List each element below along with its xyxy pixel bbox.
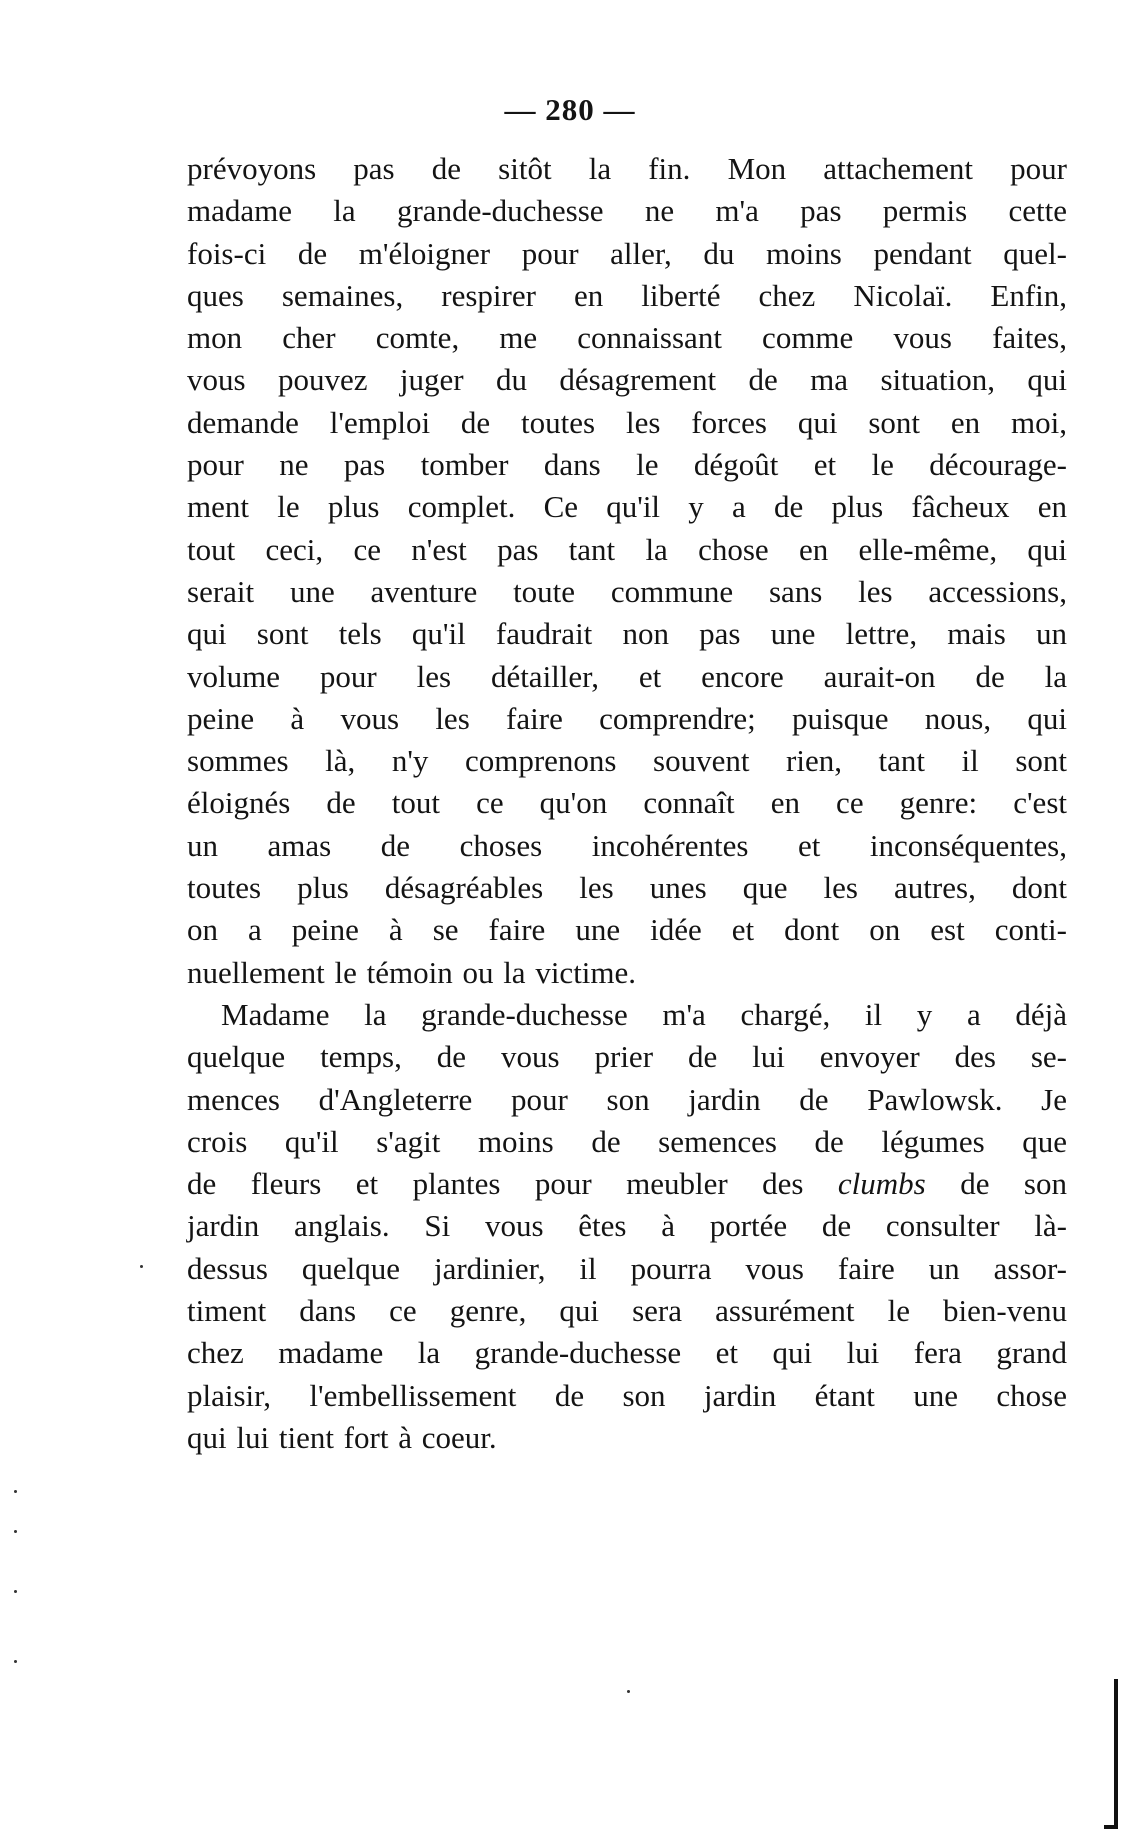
scan-speck: [14, 1590, 17, 1593]
text-line: Madame la grande-duchesse m'a chargé, il y a déjà: [221, 996, 1067, 1032]
scan-speck: [14, 1530, 17, 1533]
text-line: volume pour les détailler, et encore aurait-on de la: [187, 658, 1067, 694]
text-line: quelque temps, de vous prier de lui envoyer des se-: [187, 1039, 1067, 1075]
text-line: nuellement le témoin ou la victime.: [187, 954, 637, 990]
text-line: serait une aventure toute commune sans les accessions,: [187, 573, 1067, 609]
text-line: demande l'emploi de toutes les forces qui sont en moi,: [187, 404, 1067, 440]
scan-speck: [14, 1490, 17, 1493]
text-line: timent dans ce genre, qui sera assurément le bien-venu: [187, 1293, 1067, 1329]
text-line: prévoyons pas de sitôt la fin. Mon attachement pour: [187, 151, 1067, 186]
text-line: chez madame la grande-duchesse et qui lui fera grand: [187, 1335, 1067, 1371]
text-line: ques semaines, respirer en liberté chez Nicolaï. Enfin,: [187, 277, 1067, 313]
text-line: mences d'Angleterre pour son jardin de Pawlowsk. Je: [187, 1081, 1067, 1117]
text-segment: de son: [925, 1166, 1067, 1202]
page-edge-mark: [1114, 1679, 1118, 1829]
text-segment: de fleurs et plantes pour meubler des: [187, 1166, 838, 1202]
text-line: qui lui tient fort à coeur.: [187, 1419, 497, 1455]
text-line: éloignés de tout ce qu'on connaît en ce genre: c'est: [187, 785, 1067, 821]
text-line: crois qu'il s'agit moins de semences de légumes que: [187, 1123, 1067, 1159]
text-line: on a peine à se faire une idée et dont on est conti-: [187, 912, 1067, 948]
page-number: — 280 —: [504, 92, 636, 127]
text-line: madame la grande-duchesse ne m'a pas permis cette: [187, 193, 1067, 229]
text-line: mon cher comte, me connaissant comme vous faites,: [187, 320, 1067, 356]
text-line: dessus quelque jardinier, il pourra vous faire un assor-: [187, 1250, 1067, 1286]
text-line: jardin anglais. Si vous êtes à portée de consulter là-: [187, 1208, 1067, 1244]
text-line: sommes là, n'y comprenons souvent rien, tant il sont: [187, 743, 1067, 779]
text-line: tout ceci, ce n'est pas tant la chose en elle-même, qui: [187, 531, 1067, 567]
scan-speck: [14, 1660, 17, 1663]
text-line: qui sont tels qu'il faudrait non pas une lettre, mais un: [187, 616, 1067, 652]
text-line: ment le plus complet. Ce qu'il y a de plus fâcheux en: [187, 489, 1067, 525]
text-line: toutes plus désagréables les unes que les autres, dont: [187, 870, 1067, 906]
italic-term: clumbs: [837, 1166, 926, 1202]
scan-speck: [140, 1265, 143, 1268]
text-line: plaisir, l'embellissement de son jardin étant une chose: [187, 1377, 1067, 1413]
page-edge-mark: [1104, 1825, 1118, 1829]
text-line-with-italic: [187, 1163, 1067, 1205]
text-line: fois-ci de m'éloigner pour aller, du moins pendant quel-: [187, 235, 1067, 271]
text-line: vous pouvez juger du désagrement de ma situation, qui: [187, 362, 1067, 398]
scan-speck: [627, 1690, 630, 1693]
text-line: un amas de choses incohérentes et inconséquentes,: [187, 827, 1067, 863]
text-line: peine à vous les faire comprendre; puisque nous, qui: [187, 700, 1067, 736]
text-line: pour ne pas tomber dans le dégoût et le découragе-: [187, 447, 1067, 483]
body-text: [187, 148, 1067, 1459]
